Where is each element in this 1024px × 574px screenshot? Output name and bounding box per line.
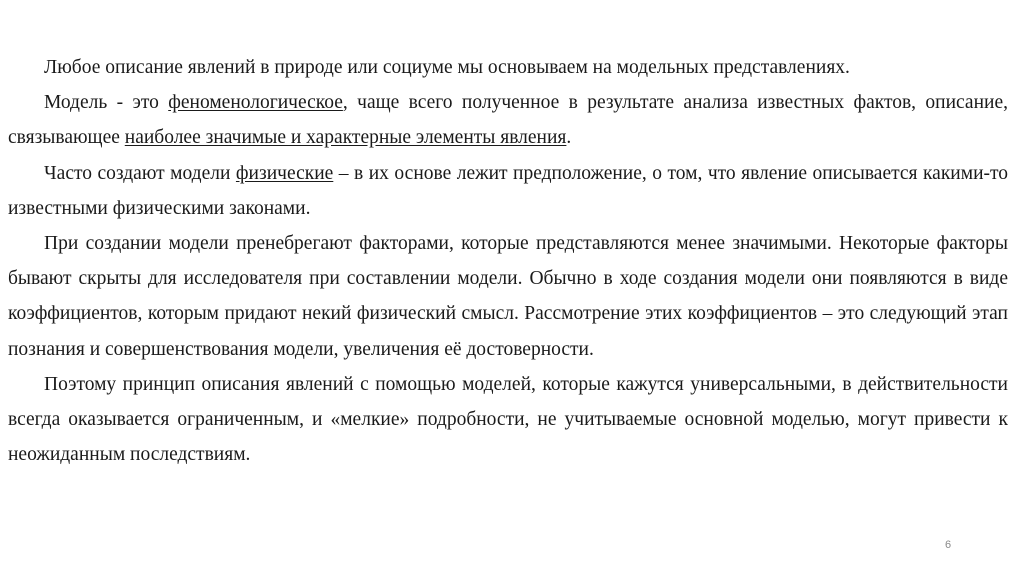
paragraph-3 — [8, 156, 1008, 226]
underlined-term-phenomenological: феноменологическое — [168, 92, 343, 114]
underlined-term-physical: физические — [235, 162, 334, 184]
paragraph-2 — [8, 85, 1008, 155]
slide-text-body — [8, 50, 1008, 472]
paragraph-2-text-c: . — [566, 127, 572, 149]
paragraph-1-text: Любое описание явлений в природе или социуме мы основываем на модельных представлениях. — [44, 57, 850, 78]
paragraph-5 — [8, 367, 1008, 473]
page-number: 6 — [944, 539, 952, 551]
paragraph-2-text-a: Модель - это — [44, 92, 169, 114]
paragraph-3-text-b: – в их основе лежит предположение, о том, что явление описывается какими-то известными физическими законами. — [8, 162, 1009, 219]
paragraph-5-text: Поэтому принцип описания явлений с помощью моделей, которые кажутся универсальными, в действительности всегда оказывается ограниченным, и «мелкие» подробности, не учитываемые основной моделью, могут привести к неожиданным последствиям. — [8, 373, 1008, 466]
paragraph-4-text: При создании модели пренебрегают факторами, которые представляются менее значимыми. Некоторые факторы бывают скрыты для исследователя при составлении модели. Обычно в ходе создания модели они появляются в виде коэффициентов, которым придают некий физический смысл. Рассмотрение этих коэффициентов – это следующий этап познания и совершенствования модели, увеличения её достоверности. — [8, 233, 1008, 360]
underlined-phrase-significant-elements: наиболее значимые и характерные элементы явления — [124, 127, 567, 149]
paragraph-2-text-b: , чаще всего полученное в результате анализа известных фактов, описание, связывающее — [8, 92, 1008, 149]
paragraph-4 — [8, 226, 1008, 367]
paragraph-3-text-a: Часто создают модели — [44, 162, 236, 184]
paragraph-1 — [8, 50, 1008, 85]
